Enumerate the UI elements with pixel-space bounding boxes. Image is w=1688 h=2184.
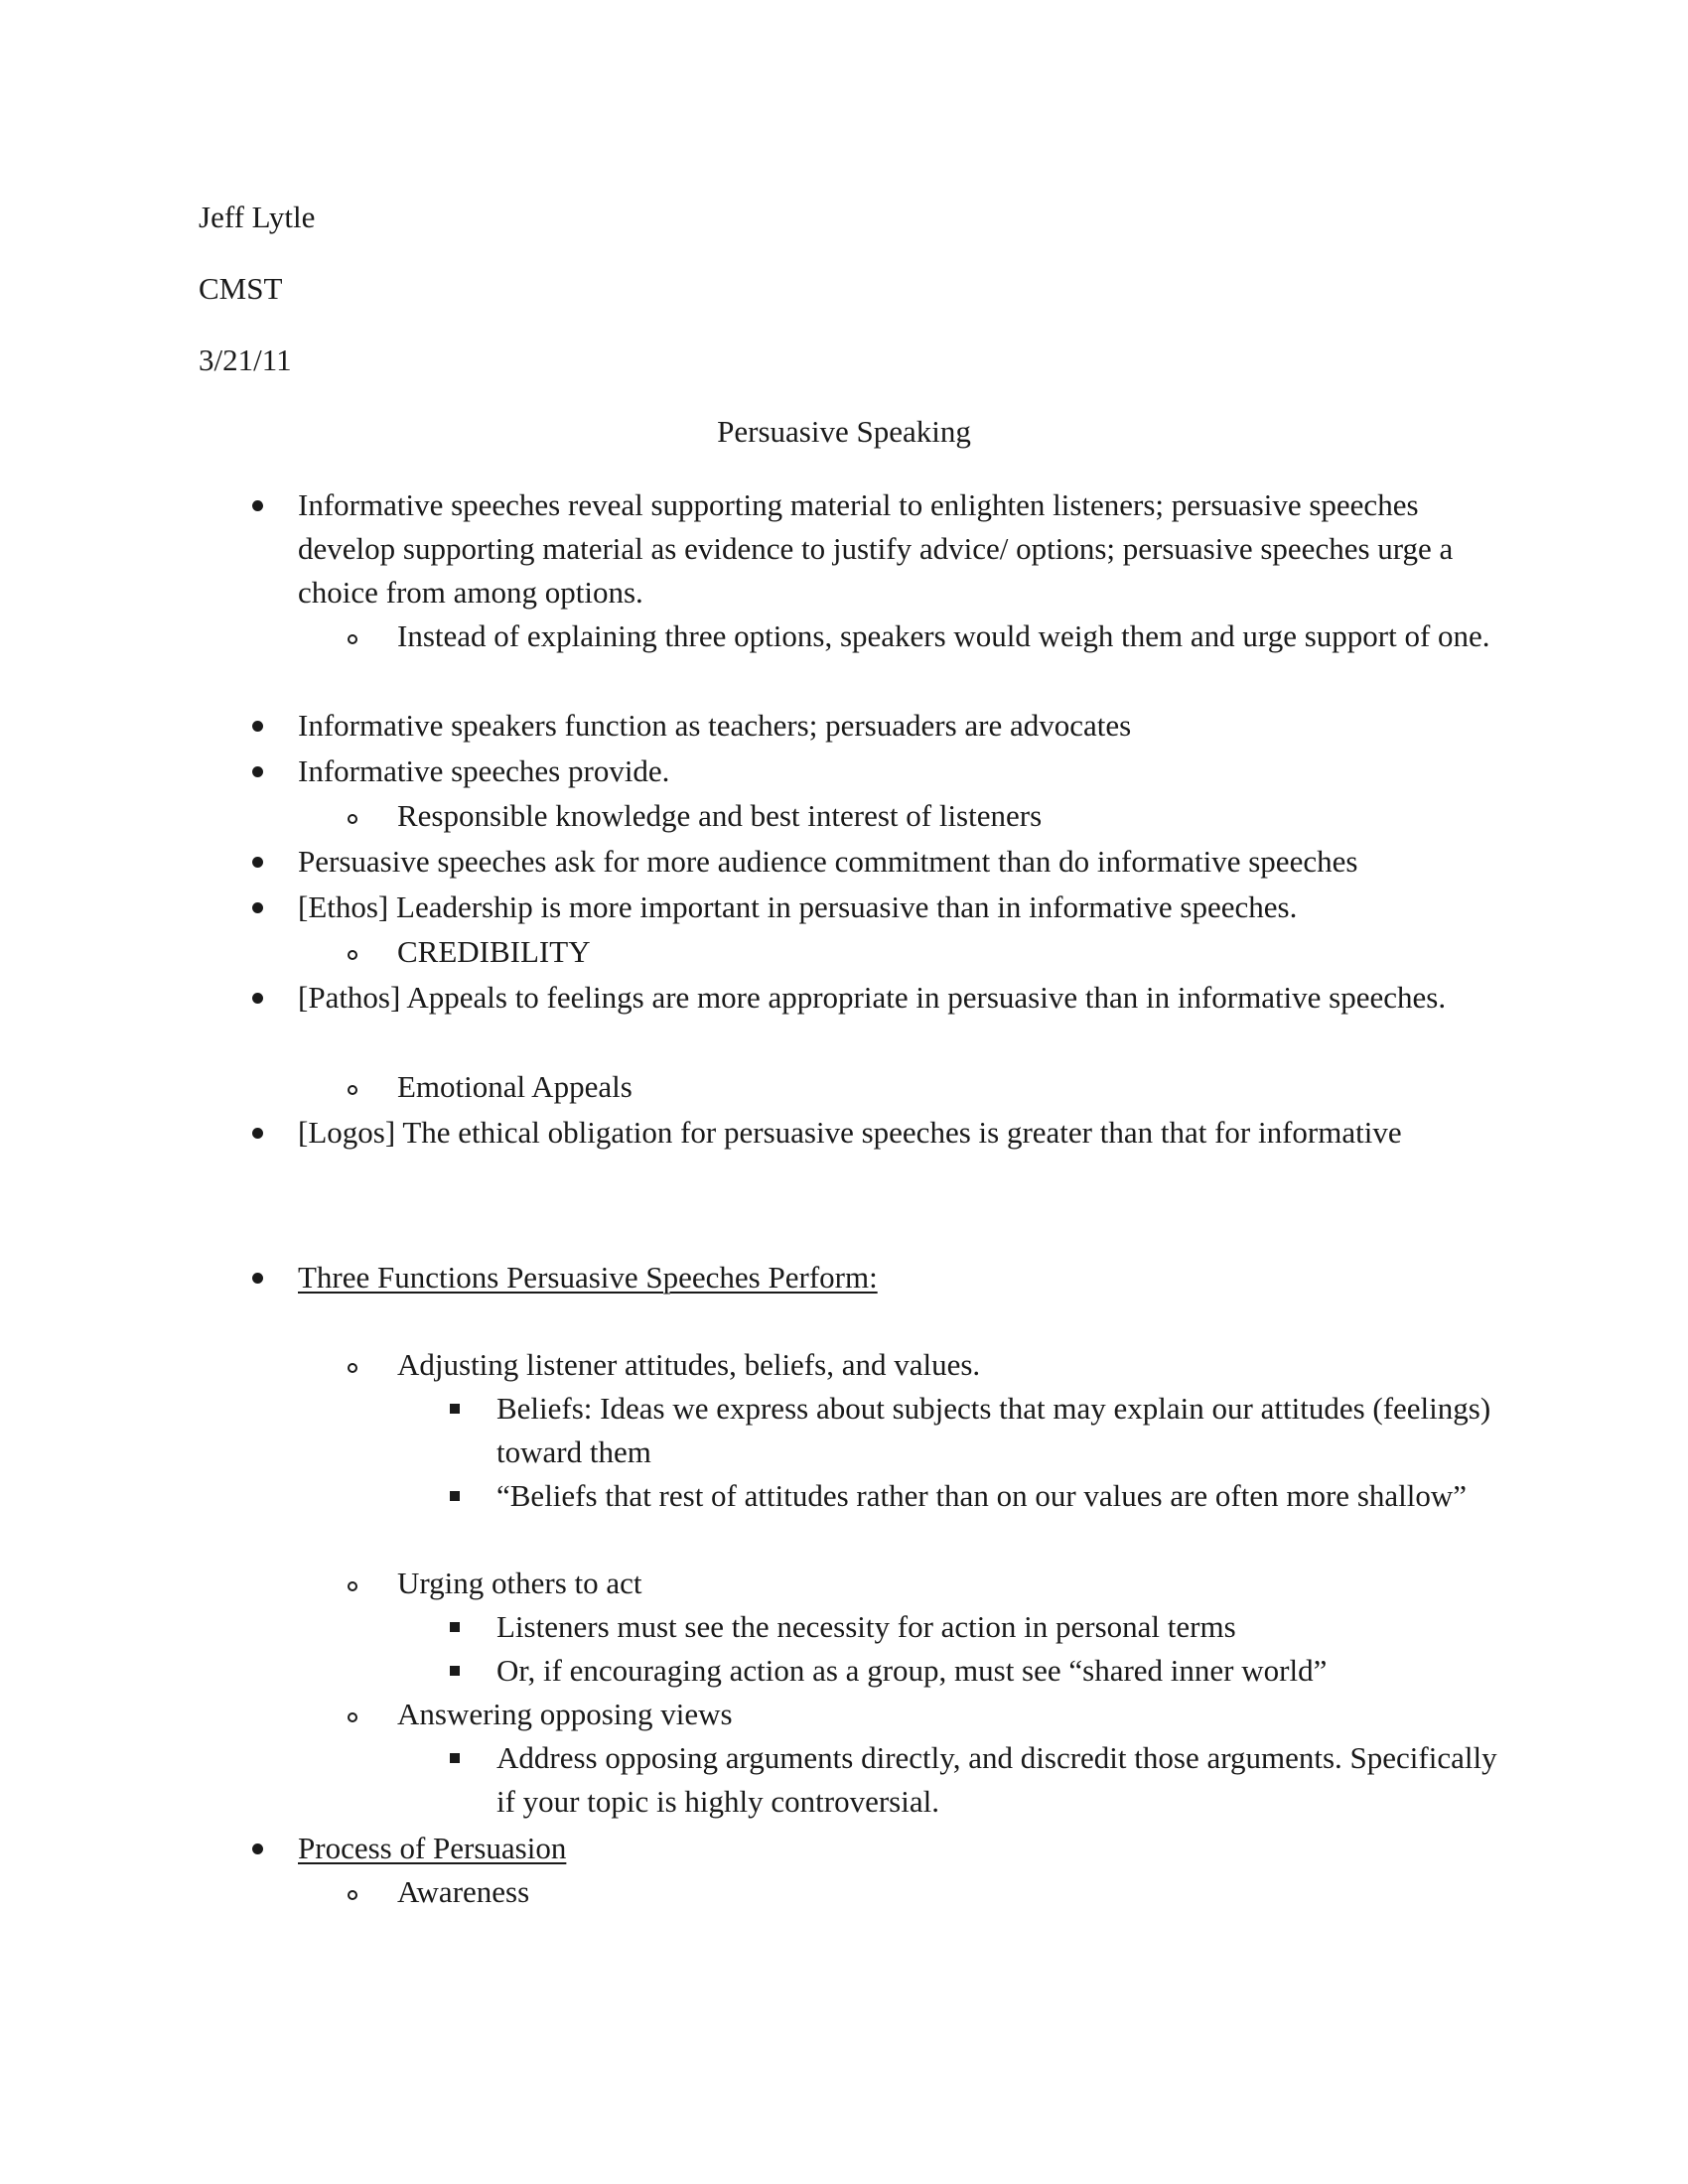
bullet-disc-icon bbox=[252, 993, 263, 1004]
bullet-square-icon bbox=[450, 1404, 460, 1414]
bullet-circle-icon bbox=[348, 814, 357, 824]
bullet-disc-icon bbox=[252, 1273, 263, 1284]
bullet-square-icon bbox=[450, 1622, 460, 1632]
bullet-circle-icon bbox=[348, 950, 357, 960]
list-item-text: [Ethos] Leadership is more important in persuasive than in informative speeches. bbox=[298, 889, 1298, 924]
section-heading: Process of Persuasion bbox=[298, 1831, 567, 1865]
list-item bbox=[496, 1649, 1499, 1693]
bullet-circle-icon bbox=[348, 1581, 357, 1591]
list-item-text: Instead of explaining three options, speakers would weigh them and urge support of one. bbox=[397, 618, 1490, 653]
bullet-square-icon bbox=[450, 1753, 460, 1763]
list-item-text: Responsible knowledge and best interest of listeners bbox=[397, 798, 1043, 833]
list-item bbox=[298, 840, 1499, 884]
bullet-disc-icon bbox=[252, 500, 263, 511]
bullet-circle-icon bbox=[348, 1363, 357, 1373]
list-item-text: Awareness bbox=[397, 1874, 530, 1909]
author-name: Jeff Lytle bbox=[199, 200, 316, 234]
list-item bbox=[496, 1387, 1499, 1474]
list-item-text: Or, if encouraging action as a group, must see “shared inner world” bbox=[496, 1653, 1328, 1688]
list-item bbox=[397, 930, 1499, 974]
list-item bbox=[496, 1736, 1499, 1824]
list-item-text: Adjusting listener attitudes, beliefs, and values. bbox=[397, 1347, 981, 1382]
list-item bbox=[397, 1870, 1499, 1914]
bullet-square-icon bbox=[450, 1491, 460, 1501]
bullet-disc-icon bbox=[252, 1128, 263, 1139]
bullet-circle-icon bbox=[348, 634, 357, 644]
bullet-disc-icon bbox=[252, 902, 263, 913]
list-item bbox=[397, 1065, 1499, 1109]
list-item-text: Answering opposing views bbox=[397, 1697, 733, 1731]
bullet-disc-icon bbox=[252, 721, 263, 732]
bullet-circle-icon bbox=[348, 1890, 357, 1900]
bullet-disc-icon bbox=[252, 1843, 263, 1854]
list-item bbox=[298, 976, 1499, 1020]
list-item-text: Informative speeches provide. bbox=[298, 753, 670, 788]
list-item bbox=[397, 614, 1499, 658]
bullet-circle-icon bbox=[348, 1712, 357, 1722]
list-item-text: CREDIBILITY bbox=[397, 934, 591, 969]
bullet-disc-icon bbox=[252, 766, 263, 777]
list-item-text: Persuasive speeches ask for more audience commitment than do informative speeches bbox=[298, 844, 1358, 879]
list-item bbox=[397, 1343, 1499, 1387]
bullet-disc-icon bbox=[252, 857, 263, 868]
list-item bbox=[397, 1693, 1499, 1736]
list-item bbox=[397, 794, 1499, 838]
bullet-circle-icon bbox=[348, 1085, 357, 1095]
list-item-text: Address opposing arguments directly, and discredit those arguments. Specifically if your topic is highly controversial. bbox=[496, 1740, 1497, 1819]
list-item-text: Emotional Appeals bbox=[397, 1069, 633, 1104]
list-item-text: Informative speeches reveal supporting material to enlighten listeners; persuasive speeches develop supporting material as evidence to justify advice/ options; persuasive speeches urge a choice from among options. bbox=[298, 487, 1454, 610]
list-item-text: Informative speakers function as teachers; persuaders are advocates bbox=[298, 708, 1132, 743]
list-item-text: [Logos] The ethical obligation for persuasive speeches is greater than that for informative bbox=[298, 1115, 1402, 1150]
list-item bbox=[298, 704, 1499, 748]
section-heading: Three Functions Persuasive Speeches Perform: bbox=[298, 1260, 878, 1295]
list-item-text: Urging others to act bbox=[397, 1566, 642, 1600]
list-item bbox=[496, 1474, 1499, 1518]
document-date: 3/21/11 bbox=[199, 342, 292, 377]
page-title: Persuasive Speaking bbox=[717, 414, 971, 449]
list-item bbox=[298, 886, 1499, 929]
list-item-text: Listeners must see the necessity for action in personal terms bbox=[496, 1609, 1236, 1644]
list-item-text: [Pathos] Appeals to feelings are more appropriate in persuasive than in informative speeches. bbox=[298, 980, 1447, 1015]
course-name: CMST bbox=[199, 271, 283, 306]
list-item bbox=[496, 1605, 1499, 1649]
list-item bbox=[298, 483, 1499, 614]
list-item bbox=[298, 1827, 1499, 1870]
list-item-text: “Beliefs that rest of attitudes rather than on our values are often more shallow” bbox=[496, 1478, 1468, 1513]
list-item-text: Beliefs: Ideas we express about subjects that may explain our attitudes (feelings) toward them bbox=[496, 1391, 1491, 1469]
list-item bbox=[298, 750, 1499, 793]
list-item bbox=[397, 1562, 1499, 1605]
list-item bbox=[298, 1256, 1499, 1299]
list-item bbox=[298, 1111, 1549, 1155]
bullet-square-icon bbox=[450, 1666, 460, 1676]
